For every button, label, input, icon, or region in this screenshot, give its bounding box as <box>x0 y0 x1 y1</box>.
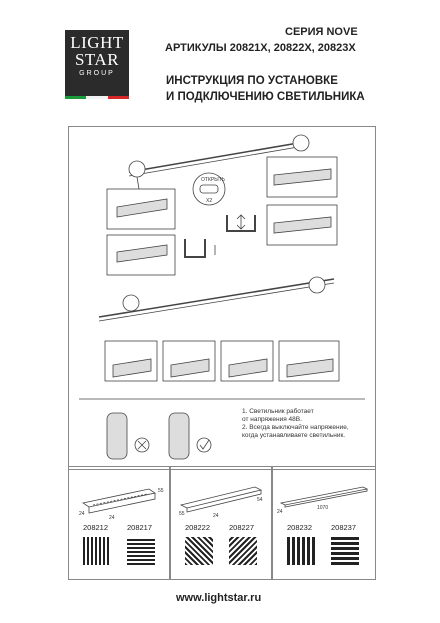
website-link[interactable]: www.lightstar.ru <box>176 592 262 604</box>
product-code: 208227 <box>229 523 255 532</box>
dim-5: 55 <box>179 511 185 517</box>
logo-line-3: GROUP <box>79 70 115 77</box>
qr-code <box>127 537 155 565</box>
product-3-drawing <box>273 467 375 527</box>
product-1-drawing <box>69 467 169 527</box>
instruction-heading <box>166 73 365 105</box>
qr-code <box>331 537 359 565</box>
x2-label: X2 <box>206 198 213 204</box>
dim-2: 55 <box>158 488 164 494</box>
note-line-2: от напряжения 48В. <box>242 416 302 423</box>
instruction-line-2: И ПОДКЛЮЧЕНИЮ СВЕТИЛЬНИКА <box>166 91 365 103</box>
italian-flag-stripe <box>65 96 129 99</box>
dim-1: 24 <box>109 515 115 521</box>
safety-notes <box>242 408 349 440</box>
product-code: 208237 <box>331 523 357 532</box>
logo-line-1: LIGHT <box>70 33 124 52</box>
product-code: 208212 <box>83 523 109 532</box>
product-2-drawing <box>171 467 271 527</box>
open-label: ОТКРЫТЬ <box>201 177 225 183</box>
logo-line-2: STAR <box>74 50 120 69</box>
product-code: 208232 <box>287 523 313 532</box>
note-line-4: когда устанавливаете светильник. <box>242 432 346 439</box>
dim-3: 24 <box>79 511 85 517</box>
brand-logo <box>65 30 129 96</box>
qr-code <box>83 537 111 565</box>
product-code: 208217 <box>127 523 153 532</box>
product-panel-1 <box>68 466 170 580</box>
dim-4: 24 <box>213 513 219 519</box>
dim-7: 24 <box>277 509 283 515</box>
dim-8: 1070 <box>317 505 329 511</box>
note-line-1: 1. Светильник работает <box>242 408 314 415</box>
qr-code <box>287 537 315 565</box>
note-line-3: 2. Всегда выключайте напряжение, <box>242 424 349 431</box>
instruction-line-1: ИНСТРУКЦИЯ ПО УСТАНОВКЕ <box>166 75 338 87</box>
qr-code <box>185 537 213 565</box>
articles-title: АРТИКУЛЫ 20821X, 20822X, 20823X <box>165 42 356 54</box>
qr-code <box>229 537 257 565</box>
product-panel-3 <box>272 466 376 580</box>
series-title: СЕРИЯ NOVE <box>285 26 358 38</box>
dim-6: 54 <box>257 497 263 503</box>
product-panel-2 <box>170 466 272 580</box>
product-code: 208222 <box>185 523 211 532</box>
